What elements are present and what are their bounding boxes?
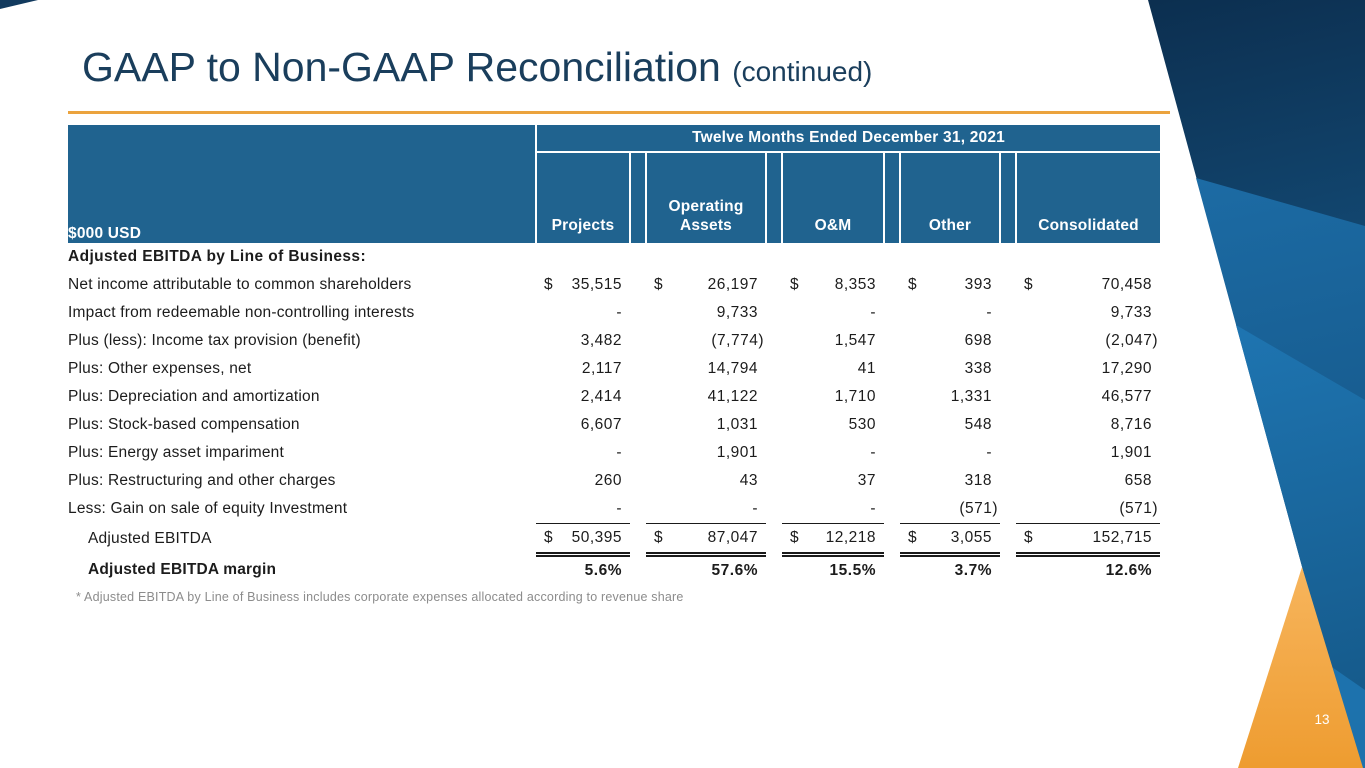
cell xyxy=(646,555,766,586)
spacer-cell xyxy=(630,152,646,243)
currency-symbol: $ xyxy=(1024,529,1033,546)
cell xyxy=(900,524,1000,555)
cell xyxy=(1016,355,1160,383)
period-header: Twelve Months Ended December 31, 2021 xyxy=(536,125,1160,152)
spacer-cell xyxy=(766,327,782,355)
spacer-cell xyxy=(766,299,782,327)
row-label: Plus: Stock-based compensation xyxy=(68,416,300,433)
cell-value: 8,353 xyxy=(834,276,876,293)
cell-value: (571) xyxy=(959,500,998,517)
cell-value: 3,482 xyxy=(580,332,622,349)
spacer-cell xyxy=(884,495,900,524)
spacer-cell xyxy=(1000,271,1016,299)
cell xyxy=(782,555,884,586)
cell xyxy=(1016,524,1160,555)
cell xyxy=(536,467,630,495)
currency-symbol: $ xyxy=(790,276,799,293)
spacer-cell xyxy=(1000,467,1016,495)
cell xyxy=(900,495,1000,524)
page-title-main: GAAP to Non-GAAP Reconciliation xyxy=(82,44,721,90)
cell-value: 43 xyxy=(739,472,758,489)
row-label: Plus: Depreciation and amortization xyxy=(68,388,320,405)
cell xyxy=(782,299,884,327)
cell-value: 318 xyxy=(964,472,992,489)
row-label: Impact from redeemable non-controlling interests xyxy=(68,304,415,321)
spacer-cell xyxy=(884,467,900,495)
cell xyxy=(900,383,1000,411)
spacer-cell xyxy=(1000,383,1016,411)
cell-value: 1,901 xyxy=(1110,444,1153,461)
spacer-cell xyxy=(1000,439,1016,467)
cell-value: 37 xyxy=(857,472,876,489)
spacer-cell xyxy=(766,555,782,586)
currency-symbol: $ xyxy=(654,276,663,293)
cell-value: (571) xyxy=(1119,500,1159,517)
table-row xyxy=(68,327,1160,355)
cell-value: 393 xyxy=(964,276,992,293)
table-row xyxy=(68,299,1160,327)
currency-symbol: $ xyxy=(908,276,917,293)
spacer-cell xyxy=(630,411,646,439)
row-label: Plus (less): Income tax provision (benefit) xyxy=(68,332,361,349)
cell-value: 5.6% xyxy=(584,562,622,579)
cell-value: 50,395 xyxy=(571,529,622,546)
cell-value: 1,031 xyxy=(716,416,758,433)
cell xyxy=(782,411,884,439)
cell-value: 260 xyxy=(594,472,622,489)
row-label: Adjusted EBITDA xyxy=(88,530,212,547)
row-label: Net income attributable to common shareholders xyxy=(68,276,412,293)
cell-value: 87,047 xyxy=(707,529,758,546)
currency-symbol: $ xyxy=(908,529,917,546)
currency-symbol: $ xyxy=(654,529,663,546)
table-row xyxy=(68,439,1160,467)
cell-value: 35,515 xyxy=(571,276,622,293)
spacer-cell xyxy=(630,524,646,555)
page-number: 13 xyxy=(1314,712,1330,727)
column-header-other: Other xyxy=(900,152,1000,243)
spacer-cell xyxy=(1000,327,1016,355)
spacer-cell xyxy=(766,355,782,383)
reconciliation-table xyxy=(68,125,1160,585)
cell-value: 12.6% xyxy=(1105,562,1153,579)
currency-symbol: $ xyxy=(544,276,553,293)
table-row xyxy=(68,495,1160,524)
cell xyxy=(782,327,884,355)
cell-value: - xyxy=(616,444,622,461)
spacer-cell xyxy=(1000,555,1016,586)
cell xyxy=(1016,327,1160,355)
cell-value: 530 xyxy=(848,416,876,433)
cell xyxy=(1016,299,1160,327)
cell xyxy=(536,299,630,327)
page-title-suffix: (continued) xyxy=(732,56,873,87)
spacer-cell xyxy=(766,411,782,439)
cell xyxy=(536,355,630,383)
row-label: Plus: Restructuring and other charges xyxy=(68,472,336,489)
cell xyxy=(1016,383,1160,411)
cell xyxy=(900,299,1000,327)
cell xyxy=(782,355,884,383)
cell xyxy=(900,467,1000,495)
table-row xyxy=(68,383,1160,411)
page-title xyxy=(82,44,872,91)
cell xyxy=(536,383,630,411)
table-row xyxy=(68,467,1160,495)
cell-value: 2,414 xyxy=(580,388,622,405)
spacer-cell xyxy=(1000,411,1016,439)
cell-value: 12,218 xyxy=(825,529,876,546)
cell-value: 46,577 xyxy=(1101,388,1153,405)
cell xyxy=(536,439,630,467)
cell-value: 2,117 xyxy=(581,360,622,377)
spacer-cell xyxy=(630,439,646,467)
spacer-cell xyxy=(630,467,646,495)
spacer-cell xyxy=(884,299,900,327)
cell xyxy=(900,439,1000,467)
cell xyxy=(900,271,1000,299)
cell xyxy=(1016,495,1160,524)
column-header-om: O&M xyxy=(782,152,884,243)
cell xyxy=(1016,467,1160,495)
cell-value: - xyxy=(870,500,876,517)
cell xyxy=(536,411,630,439)
spacer-cell xyxy=(766,439,782,467)
spacer-cell xyxy=(766,467,782,495)
cell-value: 548 xyxy=(964,416,992,433)
spacer-cell xyxy=(1000,152,1016,243)
spacer-cell xyxy=(766,152,782,243)
cell-value: - xyxy=(870,444,876,461)
spacer-cell xyxy=(766,271,782,299)
cell-value: 70,458 xyxy=(1101,276,1153,293)
cell xyxy=(1016,439,1160,467)
spacer-cell xyxy=(1000,355,1016,383)
spacer-cell xyxy=(884,383,900,411)
cell xyxy=(900,355,1000,383)
cell xyxy=(1016,411,1160,439)
spacer-cell xyxy=(630,271,646,299)
column-header-operating-assets: Operating Assets xyxy=(646,152,766,243)
spacer-cell xyxy=(766,495,782,524)
table-row xyxy=(68,411,1160,439)
unit-label-cell: $000 USD xyxy=(68,125,536,243)
cell-value: (7,774) xyxy=(711,332,764,349)
row-label: Adjusted EBITDA margin xyxy=(88,560,277,578)
cell-value: 3.7% xyxy=(954,562,992,579)
cell xyxy=(782,439,884,467)
table-header-period-row xyxy=(68,125,1160,152)
row-label: Plus: Other expenses, net xyxy=(68,360,252,377)
spacer-cell xyxy=(884,439,900,467)
cell xyxy=(646,299,766,327)
cell xyxy=(536,271,630,299)
spacer-cell xyxy=(630,299,646,327)
cell xyxy=(782,495,884,524)
cell xyxy=(782,524,884,555)
spacer-cell xyxy=(630,555,646,586)
cell xyxy=(900,411,1000,439)
cell-value: 26,197 xyxy=(707,276,758,293)
cell xyxy=(1016,555,1160,586)
cell xyxy=(646,383,766,411)
cell xyxy=(1016,271,1160,299)
cell xyxy=(782,467,884,495)
spacer-cell xyxy=(884,555,900,586)
spacer-cell xyxy=(884,271,900,299)
cell xyxy=(536,524,630,555)
cell-value: 9,733 xyxy=(1110,304,1153,321)
cell-value: 1,331 xyxy=(950,388,992,405)
cell xyxy=(782,271,884,299)
cell xyxy=(782,383,884,411)
cell-value: 14,794 xyxy=(707,360,758,377)
spacer-cell xyxy=(766,383,782,411)
cell xyxy=(646,524,766,555)
spacer-cell xyxy=(884,152,900,243)
cell-value: 1,901 xyxy=(716,444,758,461)
cell-value: 17,290 xyxy=(1101,360,1153,377)
cell xyxy=(536,495,630,524)
cell-value: 658 xyxy=(1124,472,1153,489)
cell xyxy=(646,439,766,467)
spacer-cell xyxy=(884,355,900,383)
cell-value: 41,122 xyxy=(707,388,758,405)
cell-value: 152,715 xyxy=(1092,529,1153,546)
cell-value: 698 xyxy=(964,332,992,349)
table-row-total xyxy=(68,524,1160,555)
cell-value: (2,047) xyxy=(1105,332,1159,349)
cell-value: - xyxy=(986,304,992,321)
spacer-cell xyxy=(1000,524,1016,555)
spacer-cell xyxy=(1000,299,1016,327)
cell-value: 1,547 xyxy=(834,332,876,349)
cell-value: 8,716 xyxy=(1110,416,1153,433)
table-row-margin xyxy=(68,555,1160,586)
corner-accent-top-left xyxy=(0,0,38,9)
row-label: Plus: Energy asset impariment xyxy=(68,444,284,461)
column-header-consolidated: Consolidated xyxy=(1016,152,1160,243)
spacer-cell xyxy=(630,355,646,383)
spacer-cell xyxy=(630,327,646,355)
spacer-cell xyxy=(884,524,900,555)
cell-value: 1,710 xyxy=(834,388,876,405)
currency-symbol: $ xyxy=(790,529,799,546)
cell-value: - xyxy=(986,444,992,461)
spacer-cell xyxy=(766,524,782,555)
cell-value: 3,055 xyxy=(950,529,992,546)
spacer-cell xyxy=(884,327,900,355)
cell xyxy=(536,327,630,355)
currency-symbol: $ xyxy=(544,529,553,546)
cell xyxy=(900,327,1000,355)
cell-value: - xyxy=(752,500,758,517)
cell xyxy=(646,327,766,355)
cell xyxy=(646,355,766,383)
cell-value: 9,733 xyxy=(716,304,758,321)
cell-value: - xyxy=(616,304,622,321)
cell-value: 57.6% xyxy=(711,562,758,579)
spacer-cell xyxy=(884,411,900,439)
cell xyxy=(536,555,630,586)
cell xyxy=(646,271,766,299)
spacer-cell xyxy=(1000,495,1016,524)
footnote: * Adjusted EBITDA by Line of Business includes corporate expenses allocated according to revenue share xyxy=(76,590,684,604)
row-label: Less: Gain on sale of equity Investment xyxy=(68,500,348,518)
section-row xyxy=(68,243,1160,271)
spacer-cell xyxy=(630,495,646,524)
currency-symbol: $ xyxy=(1024,276,1033,293)
cell-value: 6,607 xyxy=(580,416,622,433)
table-row xyxy=(68,355,1160,383)
cell-value: 41 xyxy=(857,360,876,377)
cell-value: 338 xyxy=(964,360,992,377)
title-underline xyxy=(68,111,1170,114)
column-header-projects: Projects xyxy=(536,152,630,243)
cell xyxy=(900,555,1000,586)
cell xyxy=(646,495,766,524)
cell-value: - xyxy=(616,500,622,517)
table-row xyxy=(68,271,1160,299)
section-label: Adjusted EBITDA by Line of Business: xyxy=(68,248,367,265)
cell-value: 15.5% xyxy=(829,562,876,579)
cell xyxy=(646,467,766,495)
cell xyxy=(646,411,766,439)
cell-value: - xyxy=(870,304,876,321)
spacer-cell xyxy=(630,383,646,411)
